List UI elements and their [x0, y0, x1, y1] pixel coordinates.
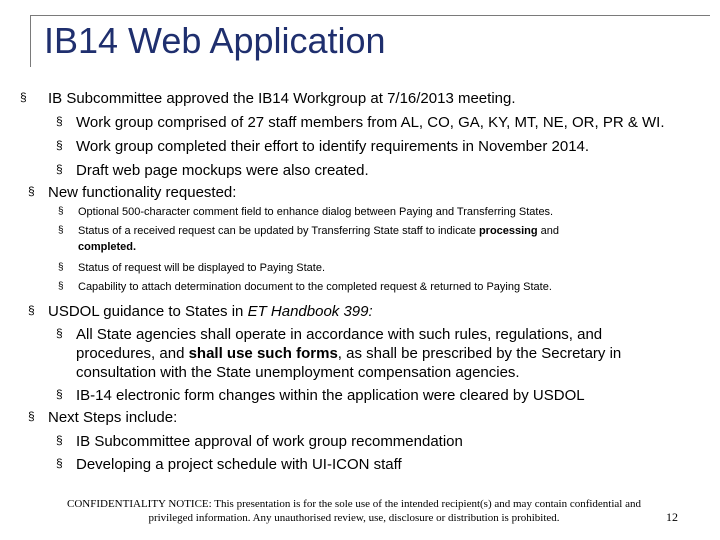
notice-line-2: privileged information. Any unauthorised review, use, disclosure or distribution is prohibited.: [148, 512, 560, 524]
bullet-text: Work group comprised of 27 staff members from AL, CO, GA, KY, MT, NE, OR, PR & WI.: [76, 114, 665, 131]
bullet-icon: §: [58, 225, 64, 236]
bullet-icon: §: [56, 387, 63, 401]
bullet-text: consultation with the State unemployment compensation agencies.: [76, 364, 520, 381]
bullet-text: Work group completed their effort to identify requirements in November 2014.: [76, 138, 590, 155]
bullet-icon: §: [28, 303, 35, 317]
bullet-text: New functionality requested:: [48, 184, 237, 201]
bullet-icon: §: [58, 262, 64, 273]
bullet-icon: §: [20, 90, 27, 104]
bullet-icon: §: [56, 162, 63, 176]
bullet-icon: §: [56, 114, 63, 128]
bullet-text: USDOL guidance to States in ET Handbook 399:: [48, 303, 373, 320]
bullet-icon: §: [28, 184, 35, 198]
bullet-text: Capability to attach determination document to the completed request & returned to Paying State.: [78, 281, 552, 293]
bullet-icon: §: [56, 456, 63, 470]
bullet-icon: §: [28, 409, 35, 423]
bullet-icon: §: [56, 138, 63, 152]
bullet-icon: §: [56, 433, 63, 447]
bullet-text: IB Subcommittee approved the IB14 Workgroup at 7/16/2013 meeting.: [48, 90, 516, 107]
bullet-text: Next Steps include:: [48, 409, 178, 426]
bullet-text: Draft web page mockups were also created.: [76, 162, 369, 179]
bullet-text: Developing a project schedule with UI-ICON staff: [76, 456, 402, 473]
bullet-text: IB Subcommittee approval of work group recommendation: [76, 433, 463, 450]
bullet-icon: §: [56, 326, 63, 340]
bullet-text: IB-14 electronic form changes within the application were cleared by USDOL: [76, 387, 585, 404]
page-number: 12: [666, 510, 678, 524]
bullet-icon: §: [58, 281, 64, 292]
notice-line-1: CONFIDENTIALITY NOTICE: This presentation is for the sole use of the intended recipient(s) and may contain confidential and: [67, 498, 641, 510]
title-rule-left: [30, 15, 31, 67]
bullet-text: Optional 500-character comment field to enhance dialog between Paying and Transferring States.: [78, 206, 554, 218]
bullet-text: Status of request will be displayed to Paying State.: [78, 262, 326, 274]
bullet-text: procedures, and shall use such forms, as shall be prescribed by the Secretary in: [76, 345, 622, 362]
bullet-text: completed.: [78, 241, 137, 253]
slide-title: IB14 Web Application: [44, 20, 386, 61]
bullet-text: All State agencies shall operate in accordance with such rules, regulations, and: [76, 326, 603, 343]
bullet-text: Status of a received request can be updated by Transferring State staff to indicate processing and: [78, 225, 560, 237]
bullet-icon: §: [58, 206, 64, 217]
confidentiality-notice: [34, 497, 674, 525]
title-rule-top: [30, 15, 710, 16]
